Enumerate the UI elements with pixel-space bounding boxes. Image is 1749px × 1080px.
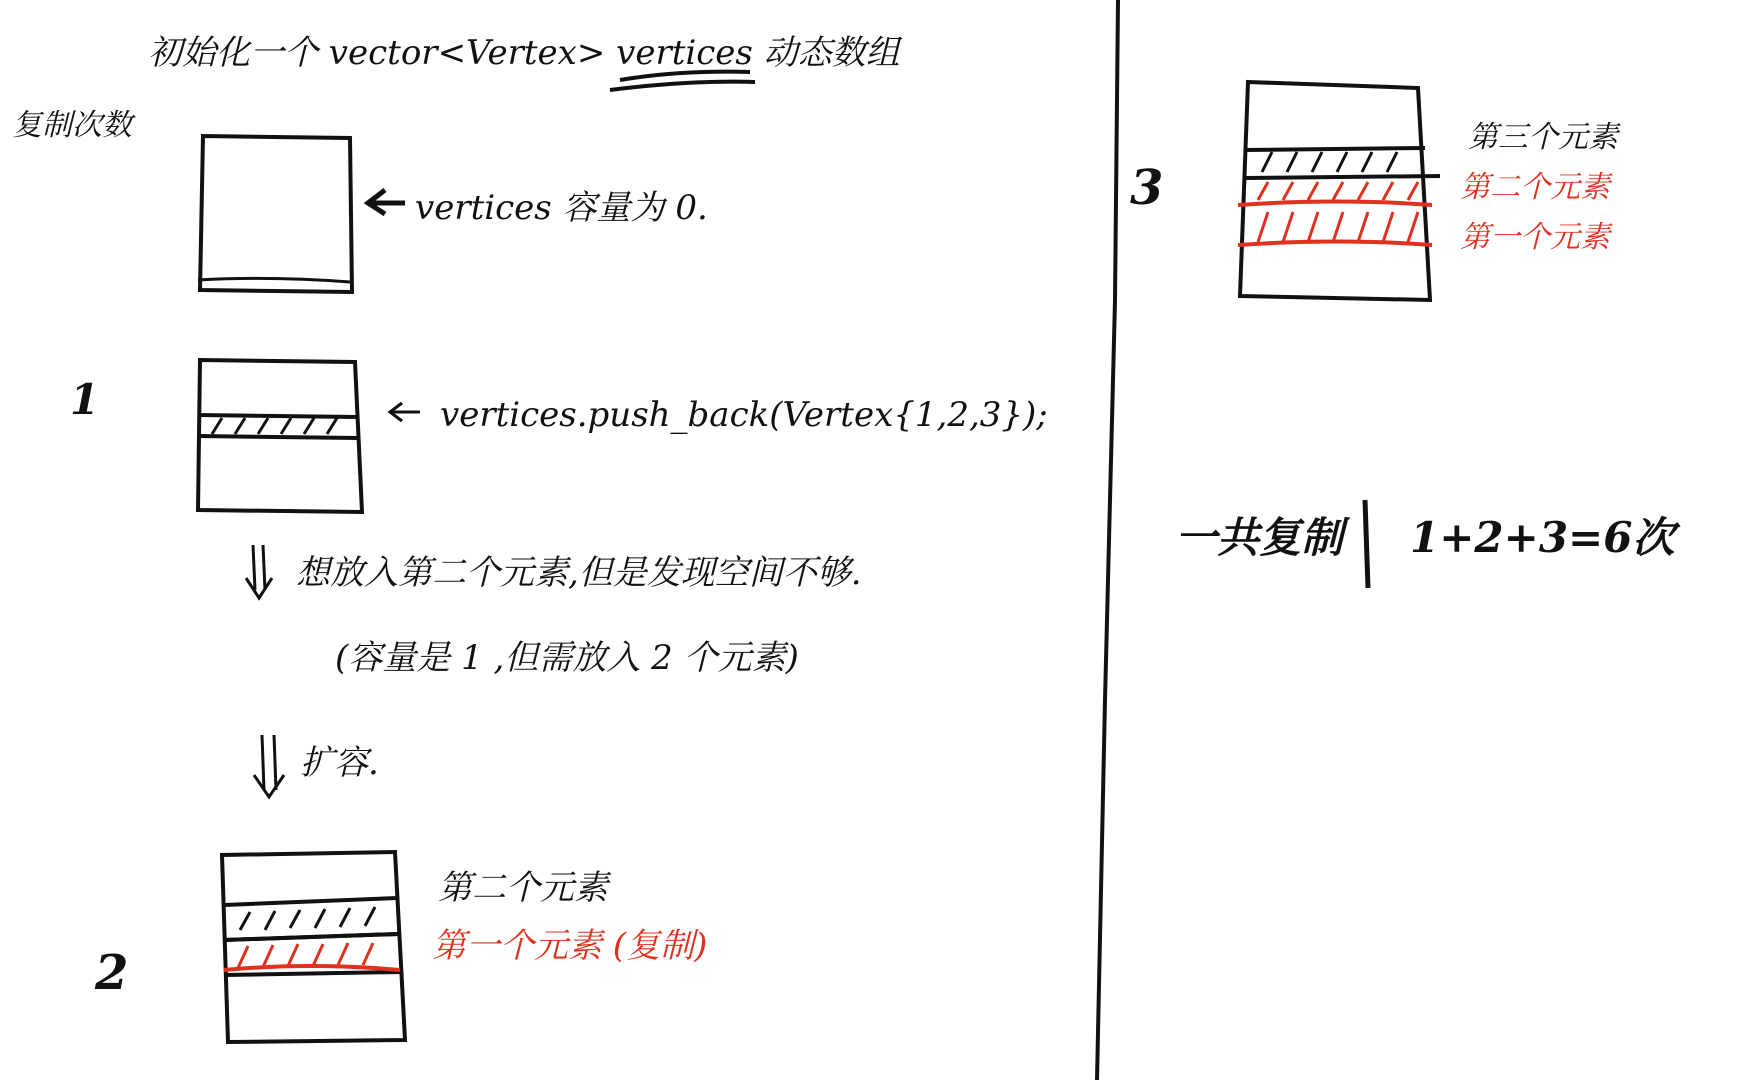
step3-label-second: 第二个元素 [1460,170,1610,205]
arrow-box-empty [368,190,405,214]
step-3-number: 3 [1130,160,1164,216]
step-2-number: 2 [95,945,129,1001]
step3-label-third: 第三个元素 [1468,120,1618,155]
summary-bar [1365,500,1368,588]
empty-note: vertices 容量为 0. [415,188,708,228]
step-1-number: 1 [70,375,100,424]
step2-label-second: 第二个元素 [438,868,608,908]
step2-label-first-copy: 第一个元素 (复制) [432,926,708,966]
box-three-elements [1238,82,1440,300]
arrow-box-one [390,403,420,421]
box-two-elements [222,852,405,1042]
push-back-code: vertices.push_back(Vertex{1,2,3}); [440,395,1048,435]
summary-text: 一共复制 [1175,513,1344,562]
down-arrow-1 [246,545,272,598]
explain-line-2: (容量是 1 ,但需放入 2 个元素) [335,638,799,678]
summary-formula: 1+2+3=6次 [1410,513,1675,562]
box-empty [198,136,352,292]
box-one-element [198,360,362,512]
side-label: 复制次数 [12,108,132,143]
down-arrow-2 [254,735,284,797]
explain-line-1: 想放入第二个元素,但是发现空间不够. [296,553,862,593]
step3-label-first: 第一个元素 [1460,220,1610,255]
header-title: 初始化一个 vector<Vertex> vertices 动态数组 [148,33,900,73]
header-underline [610,72,755,90]
expand-note: 扩容. [300,743,379,783]
column-divider [1097,0,1118,1080]
